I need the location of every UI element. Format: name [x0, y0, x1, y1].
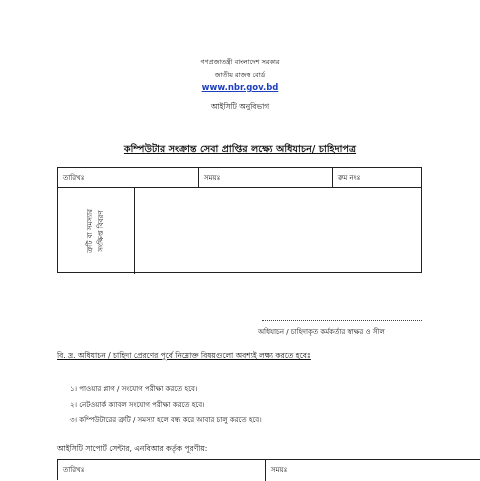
description-label-line2: সংক্ষিপ্ত বিবরণ: [97, 210, 105, 252]
support-time-label: সময়ঃ: [271, 466, 288, 474]
description-label-line1: ত্রুটি বা সমস্যার: [86, 209, 94, 253]
note-text: বি. দ্র. অধিযাচন / চাহিদা প্রেরণের পূর্বে নিম্নোক্ত বিষয়গুলো অবশ্যই লক্ষ্য করতে হবেঃ: [57, 351, 311, 360]
government-name: গণপ্রজাতন্ত্রী বাংলাদেশ সরকার: [200, 58, 280, 66]
description-label: [85, 209, 107, 253]
signature-line: [262, 320, 422, 321]
department-name: আইসিটি অনুবিভাগ: [210, 102, 270, 111]
description-label-cell: [58, 188, 135, 274]
description-input-area[interactable]: [136, 189, 421, 272]
list-item: ৩। কম্পিউটারের ত্রুটি / সমস্যা হলে বন্ধ করে আবার চালু করতে হবে।: [70, 416, 262, 424]
support-time-field[interactable]: [266, 460, 480, 480]
support-heading: আইসিটি সাপোর্ট সেন্টার, এনবিআর কর্তৃক পূরণীয়:: [57, 444, 208, 453]
room-field[interactable]: [333, 168, 423, 188]
time-label: সময়ঃ: [204, 174, 221, 182]
form-title: কম্পিউটার সংক্রান্ত সেবা প্রাপ্তির লক্ষ্যে অধিযাচন/ চাহিদাপত্র: [123, 144, 357, 155]
time-field[interactable]: [199, 168, 332, 188]
room-label: রুম নংঃ: [338, 174, 361, 182]
board-name: জাতীয় রাজস্ব বোর্ড: [214, 71, 266, 79]
list-item: ২। নেটওয়ার্ক ক্যাবল সংযোগ পরীক্ষা করতে হবে।: [70, 401, 205, 409]
support-date-field[interactable]: [58, 460, 265, 480]
website-link[interactable]: www.nbr.gov.bd: [201, 83, 279, 93]
form-header-row: [58, 168, 421, 188]
list-item: ১। পাওয়ার প্লাগ / সংযোগ পরীক্ষা করতে হবে।: [70, 385, 198, 393]
date-label: তারিখঃ: [63, 174, 85, 182]
signature-caption: অধিযাচন / চাহিদাকৃত কর্মকর্তার স্বাক্ষর ও সীল: [258, 328, 385, 336]
note-heading: [57, 351, 311, 363]
date-field[interactable]: [58, 168, 198, 188]
support-date-label: তারিখঃ: [63, 466, 85, 474]
support-form-table: [57, 459, 480, 480]
request-form-table: [57, 167, 422, 273]
